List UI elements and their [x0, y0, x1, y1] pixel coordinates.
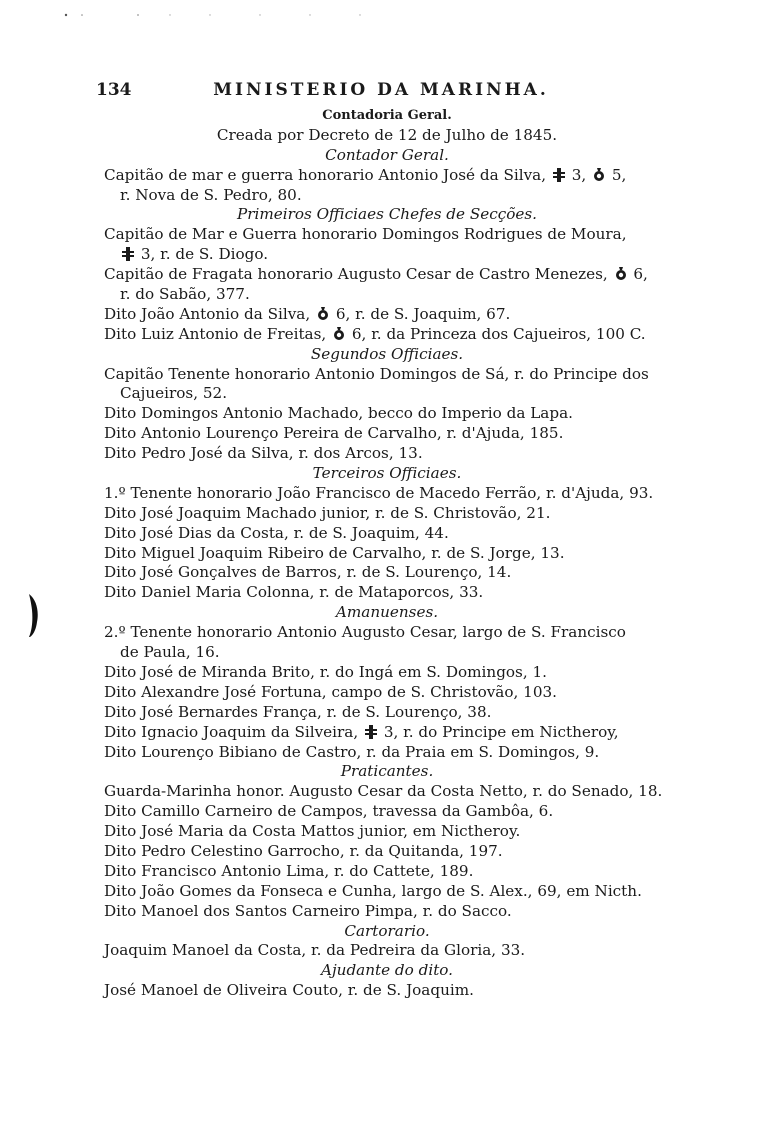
entry-line: Dito Alexandre José Fortuna, campo de S. Christovão, 103.	[104, 682, 557, 701]
entry-line: Dito José Maria da Costa Mattos junior, em Nictheroy.	[104, 822, 521, 841]
entry-text: Dito João Antonio da Silva,	[104, 304, 311, 323]
entry-text: 6,	[633, 265, 648, 284]
heading-cartorario: Cartorario.	[344, 921, 430, 940]
binding-edge-mark	[27, 592, 41, 638]
entry-line: Joaquim Manoel da Costa, r. da Pedreira da Gloria, 33.	[104, 941, 526, 960]
entry-line: Dito José Bernardes França, r. de S. Lourenço, 38.	[104, 702, 492, 721]
entry-continuation	[104, 245, 670, 265]
page-header	[96, 80, 666, 106]
running-title: MINISTERIO DA MARINHA.	[213, 80, 549, 100]
entry-text: 5,	[611, 165, 627, 184]
entry-line	[104, 325, 670, 345]
entry-line: José Manoel de Oliveira Couto, r. de S. Joaquim.	[104, 981, 474, 1000]
medal-icon	[591, 168, 607, 182]
heading-ajudante: Ajudante do dito.	[320, 961, 453, 980]
entry-continuation: r. Nova de S. Pedro, 80.	[120, 185, 302, 204]
entry-line: Guarda-Marinha honor. Augusto Cesar da Costa Netto, r. do Senado, 18.	[104, 782, 663, 801]
heading-praticantes: Praticantes.	[340, 762, 434, 781]
entry-text: Dito Luiz Antonio de Freitas,	[104, 324, 327, 343]
decree-line: Creada por Decreto de 12 de Julho de 1845.	[216, 125, 558, 144]
entry-text: 3,	[571, 165, 587, 184]
entry-continuation: r. do Sabão, 377.	[120, 285, 250, 304]
entry-line: Dito Antonio Lourenço Pereira de Carvalho, r. d'Ajuda, 185.	[104, 424, 564, 443]
entry-line	[104, 723, 670, 743]
entry-line: Dito Domingos Antonio Machado, becco do Imperio da Lapa.	[104, 404, 573, 423]
entry-line	[104, 305, 670, 325]
entry-text: 6, r. de S. Joaquim, 67.	[335, 304, 511, 323]
entry-text: 6, r. da Princeza dos Cajueiros, 100 C.	[351, 324, 646, 343]
entry-text: Capitão de mar e guerra honorario Antonio José da Silva,	[104, 165, 547, 184]
entry-line: Dito Miguel Joaquim Ribeiro de Carvalho, r. de S. Jorge, 13.	[104, 543, 565, 562]
entry-text: 3, r. do Principe em Nictheroy,	[383, 722, 619, 741]
entry-line: Dito João Gomes da Fonseca e Cunha, largo de S. Alex., 69, em Nicth.	[104, 881, 642, 900]
order-cross-icon	[551, 168, 567, 182]
entry-line: 1.º Tenente honorario João Francisco de Macedo Ferrão, r. d'Ajuda, 93.	[104, 483, 654, 502]
entry-text: Dito Ignacio Joaquim da Silveira,	[104, 722, 359, 741]
entry-line: Dito Pedro Celestino Garrocho, r. da Quitanda, 197.	[104, 841, 503, 860]
medal-icon	[315, 307, 331, 321]
entry-line: Dito José Gonçalves de Barros, r. de S. Lourenço, 14.	[104, 563, 512, 582]
entry-line: Dito Daniel Maria Colonna, r. de Mataporcos, 33.	[104, 583, 484, 602]
entry-line	[104, 166, 670, 186]
section-title: Contadoria Geral.	[322, 108, 452, 123]
entry-line: Dito Lourenço Bibiano de Castro, r. da Praia em S. Domingos, 9.	[104, 742, 600, 761]
entry-line: 2.º Tenente honorario Antonio Augusto Cesar, largo de S. Francisco	[104, 623, 626, 642]
entry-line: Dito José Dias da Costa, r. de S. Joaquim, 44.	[104, 523, 449, 542]
entry-line: Dito José de Miranda Brito, r. do Ingá em S. Domingos, 1.	[104, 662, 548, 681]
medal-icon	[613, 267, 629, 281]
scan-speckle	[60, 12, 380, 18]
heading-terceiros-officiaes: Terceiros Officiaes.	[312, 464, 462, 483]
document-body	[104, 106, 670, 1001]
heading-contador-geral: Contador Geral.	[325, 145, 449, 164]
entry-line: Dito José Joaquim Machado junior, r. de S. Christovão, 21.	[104, 503, 551, 522]
entry-continuation: de Paula, 16.	[120, 643, 220, 662]
heading-primeiros-officiaes: Primeiros Officiaes Chefes de Secções.	[236, 205, 538, 224]
page-number: 134	[96, 80, 132, 100]
entry-line: Dito Francisco Antonio Lima, r. do Cattete, 189.	[104, 861, 474, 880]
entry-line: Dito Camillo Carneiro de Campos, travessa da Gambôa, 6.	[104, 802, 554, 821]
entry-continuation: Cajueiros, 52.	[120, 384, 228, 403]
medal-icon	[331, 327, 347, 341]
heading-amanuenses: Amanuenses.	[335, 603, 439, 622]
entry-line: Capitão Tenente honorario Antonio Domingos de Sá, r. do Principe dos	[104, 364, 649, 383]
entry-line: Dito Pedro José da Silva, r. dos Arcos, 13.	[104, 444, 423, 463]
entry-line: Dito Manoel dos Santos Carneiro Pimpa, r. do Sacco.	[104, 901, 512, 920]
order-cross-icon	[363, 725, 379, 739]
entry-line	[104, 265, 670, 285]
entry-line: Capitão de Mar e Guerra honorario Domingos Rodrigues de Moura,	[104, 225, 627, 244]
entry-text: 3, r. de S. Diogo.	[140, 245, 269, 264]
order-cross-icon	[120, 247, 136, 261]
heading-segundos-officiaes: Segundos Officiaes.	[310, 344, 464, 363]
entry-text: Capitão de Fragata honorario Augusto Cesar de Castro Menezes,	[104, 265, 608, 284]
